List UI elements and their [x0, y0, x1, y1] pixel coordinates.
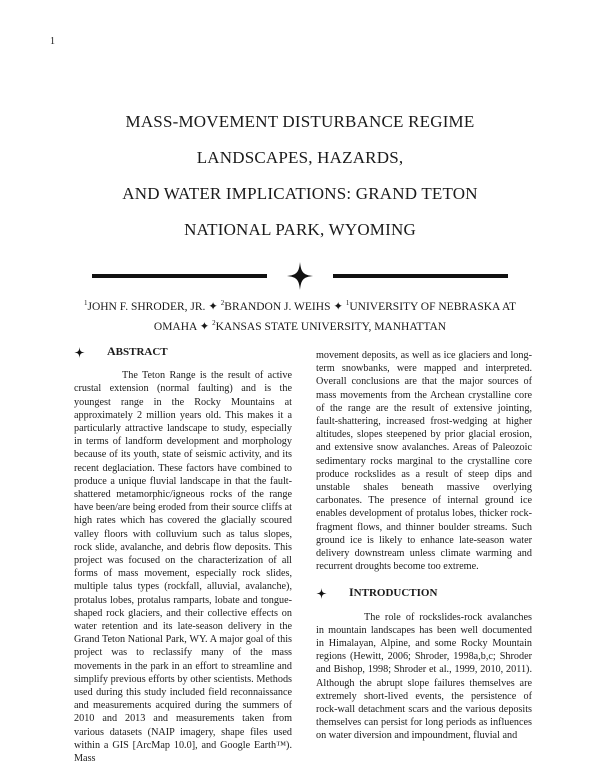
four-point-star-icon: [316, 588, 327, 599]
divider-rule-right: [333, 274, 508, 278]
affiliation-name: UNIVERSITY OF NEBRASKA AT: [349, 300, 517, 313]
author-mark: 2: [220, 299, 225, 307]
heading-rest: BSTRACT: [115, 346, 168, 358]
author-line-1: [40, 295, 560, 315]
star-separator-icon: ✦: [333, 300, 343, 313]
four-point-star-icon: [74, 347, 85, 358]
introduction-heading: [316, 586, 532, 600]
heading-initial: A: [107, 344, 116, 358]
affiliation-name: OMAHA: [153, 320, 197, 333]
title-line: NATIONAL PARK, WYOMING: [184, 220, 416, 239]
right-column: [316, 349, 532, 743]
affiliation-mark: 1: [345, 299, 350, 307]
four-point-star-icon: [287, 262, 313, 290]
author-name: BRANDON J. WEIHS: [224, 300, 331, 313]
paper-title: [40, 104, 560, 248]
introduction-text: The role of rockslides-rock avalanches in mountain landscapes has been well documented in Himalayan, Alpine, and some Rocky Mountain regions (Hewitt, 2006; Shroder, 1998a,b,c; Shroder and Bishop, 1998; Shroder et al., 1999, 2010, 2011). Although the abrupt slope failures themselves are extremely short-lived events, the persistence of rock-wall detachment scars and the various deposits themselves can persist for long periods as influences on water diversion and impoundment, fluvial and: [316, 611, 532, 742]
author-name: JOHN F. SHRODER, JR.: [87, 300, 206, 313]
author-block: [40, 295, 560, 335]
title-line: AND WATER IMPLICATIONS: GRAND TETON: [122, 184, 478, 203]
title-line: MASS-MOVEMENT DISTURBANCE REGIME: [125, 112, 475, 131]
abstract-text: The Teton Range is the result of active crustal extension (normal faulting) and is the youngest range in the Rocky Mountains at approximately 2 million years old. This makes it a particularly attractive landscape to study, especially in terms of landform development and morphology because of its youth, state of seismic activity, and its recent deglaciation. These factors have combined to produce a unique fluvial landscape in that the fault-shattered metamorphic/igneous rocks of the range have been/are being eroded from their source cliffs at high rates which has covered the glacially scoured valley floors with colluvium such as talus slopes, rock slide, avalanche, and debris flow deposits. This project was focused on the characterization of all forms of mass movement, especially rock slides, multiple talus types (rockfall, alluvial, avalanche), protalus lobes, protalus ramparts, lobate and tongue-shaped rock glaciers, and their collective effects on water retention and its late-season delivery in the Grand Teton National Park, WY. A major goal of this project was to reclassify many of the mass movements in the park in an effort to streamline and simplify previous efforts by other scientists. Methods used during this study included field reconnaissance and measurements acquired during the summers of 2010 and 2013 and measurements taken from various datasets (NAIP imagery, shape files used within a GIS [ArcMap 10.0], and Google Earth™). Mass: [74, 370, 292, 765]
title-line: LANDSCAPES, HAZARDS,: [196, 148, 404, 167]
heading-rest: NTRODUCTION: [353, 587, 438, 600]
star-separator-icon: ✦: [199, 320, 210, 333]
abstract-continuation: movement deposits, as well as ice glaciers and long-term snowbanks, were mapped and interpreted. Overall conclusions are that the major sources of mass movements from the Archean crystalline core of the range are the result of extensive jointing, fault-shattering, increased frost-wedging at higher altitudes, slopes steepened by prior glacial erosion, and extensive snow avalanches. Areas of Paleozoic sedimentary rocks marginal to the crystalline core produce rockslides as a result of steep dips and unstable shales beneath massive overlying carbonates. The presence of internal ground ice enables development of protalus lobes, thicker rock-fragment flows, and thinner boulder streams. Such ground ice is likely to enhance late-season water delivery downstream unless climate warming and recurrent droughts become too extreme.: [316, 350, 532, 573]
affiliation-name: KANSAS STATE UNIVERSITY, MANHATTAN: [215, 320, 447, 333]
heading-initial: I: [349, 585, 354, 600]
title-divider: [0, 262, 600, 290]
author-line-2: [40, 315, 560, 335]
left-column: [74, 345, 292, 765]
page-number: 1: [50, 36, 55, 47]
star-separator-icon: ✦: [208, 300, 218, 313]
abstract-heading: [74, 345, 292, 359]
author-mark: 1: [83, 299, 88, 307]
affiliation-mark: 2: [212, 318, 216, 327]
divider-rule-left: [92, 274, 267, 278]
